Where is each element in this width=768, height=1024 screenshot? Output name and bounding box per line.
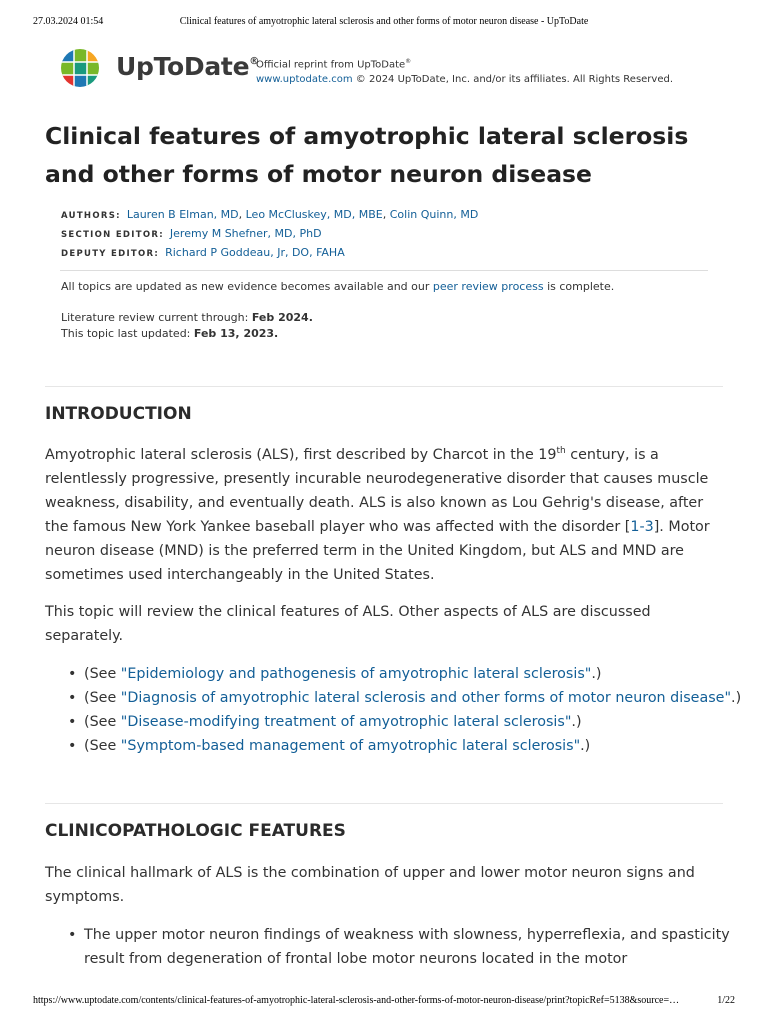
credits-block: AUTHORS: Lauren B Elman, MD, Leo McCluskey, MD, MBE, Colin Quinn, MD SECTION EDITOR: Jeremy M Shefner, MD, PhD DEPUTY EDITOR: Richard P Goddeau, Jr, DO, FAHA [61,208,479,259]
reprint-notice: Official reprint from UpToDate® www.uptodate.com © 2024 UpToDate, Inc. and/or its affiliates. All Rights Reserved. [256,58,674,86]
literature-review-label: Literature review current through: [61,311,252,324]
reference-link[interactable]: 1-3 [630,519,654,535]
last-updated-label: This topic last updated: [61,327,194,340]
author-link[interactable]: Colin Quinn, MD [389,208,479,221]
author-link[interactable]: Leo McCluskey, MD, MBE [245,208,383,221]
copyright-text: © 2024 UpToDate, Inc. and/or its affiliates. All Rights Reserved. [352,74,674,86]
section-editor-link[interactable]: Jeremy M Shefner, MD, PhD [169,227,322,240]
literature-review-date: Feb 2024. [251,311,313,324]
list-item: • (See "Symptom-based management of amyotrophic lateral sclerosis".) [84,734,764,758]
deputy-editor-label: DEPUTY EDITOR: [61,249,160,259]
topic-link-treatment[interactable]: "Disease-modifying treatment of amyotrophic lateral sclerosis" [120,714,572,730]
list-item: • (See "Diagnosis of amyotrophic lateral sclerosis and other forms of motor neuron disease".) [84,686,764,710]
print-date: 27.03.2024 01:54 [33,16,104,27]
print-header [33,16,735,30]
section-heading-clinicopathologic: CLINICOPATHOLOGIC FEATURES [45,821,346,841]
peer-review-link[interactable]: peer review process [432,280,544,293]
review-dates [61,310,313,342]
uptodate-site-link[interactable]: www.uptodate.com [256,74,353,86]
topic-link-diagnosis[interactable]: "Diagnosis of amyotrophic lateral sclerosis and other forms of motor neuron disease" [120,690,732,706]
divider [45,386,723,387]
reprint-line: Official reprint from UpToDate [256,59,406,71]
authors-label: AUTHORS: [61,211,121,221]
topic-link-symptom-management[interactable]: "Symptom-based management of amyotrophic lateral sclerosis" [120,738,581,754]
globe-logo-icon [60,48,100,88]
topic-link-epidemiology[interactable]: "Epidemiology and pathogenesis of amyotrophic lateral sclerosis" [120,666,592,682]
divider [45,803,723,804]
intro-paragraph: Amyotrophic lateral sclerosis (ALS), first described by Charcot in the 19th century, is a relentlessly progressive, presently incurable neurodegenerative disorder that causes muscle weakness, disability, and eventually death. ALS is also known as Lou Gehrig's disease, after the famous New York Yankee baseball player who was affected with the disorder [1-3]. Motor neuron disease (MND) is the preferred term in the United Kingdom, but ALS and MND are sometimes used interchangeably in the United States. [45,446,710,583]
uptodate-logo[interactable] [60,48,259,90]
registered-mark: ® [249,55,259,67]
print-page-title: Clinical features of amyotrophic lateral sclerosis and other forms of motor neuron disease - UpToDate [179,16,589,27]
list-item: • (See "Epidemiology and pathogenesis of amyotrophic lateral sclerosis".) [84,662,764,686]
list-item: • The upper motor neuron findings of weakness with slowness, hyperreflexia, and spasticity result from degeneration of frontal lobe motor neurons located in the motor [84,923,764,971]
brand-name: UpToDate® [116,52,259,81]
section-heading-introduction: INTRODUCTION [45,404,192,424]
clinico-list [45,923,764,971]
intro-paragraph-2: This topic will review the clinical features of ALS. Other aspects of ALS are discussed separately. [45,604,651,644]
print-url: https://www.uptodate.com/contents/clinical-features-of-amyotrophic-lateral-sclerosis-and-other-forms-of-motor-neuron-disease/print?topicRef=5138&source=… [33,995,680,1006]
author-link[interactable]: Lauren B Elman, MD [126,208,239,221]
last-updated-date: Feb 13, 2023. [193,327,279,340]
clinico-paragraph: The clinical hallmark of ALS is the combination of upper and lower motor neuron signs and symptoms. [45,865,695,905]
page-number: 1/22 [717,995,735,1006]
divider [60,270,708,271]
deputy-editor-link[interactable]: Richard P Goddeau, Jr, DO, FAHA [165,246,345,259]
page-title: Clinical features of amyotrophic lateral sclerosis and other forms of motor neuron disease [45,122,689,188]
see-also-list [45,662,764,758]
print-footer [33,995,735,1009]
update-notice: All topics are updated as new evidence becomes available and our peer review process is complete. [61,280,615,293]
section-editor-label: SECTION EDITOR: [61,230,164,240]
list-item: • (See "Disease-modifying treatment of amyotrophic lateral sclerosis".) [84,710,764,734]
